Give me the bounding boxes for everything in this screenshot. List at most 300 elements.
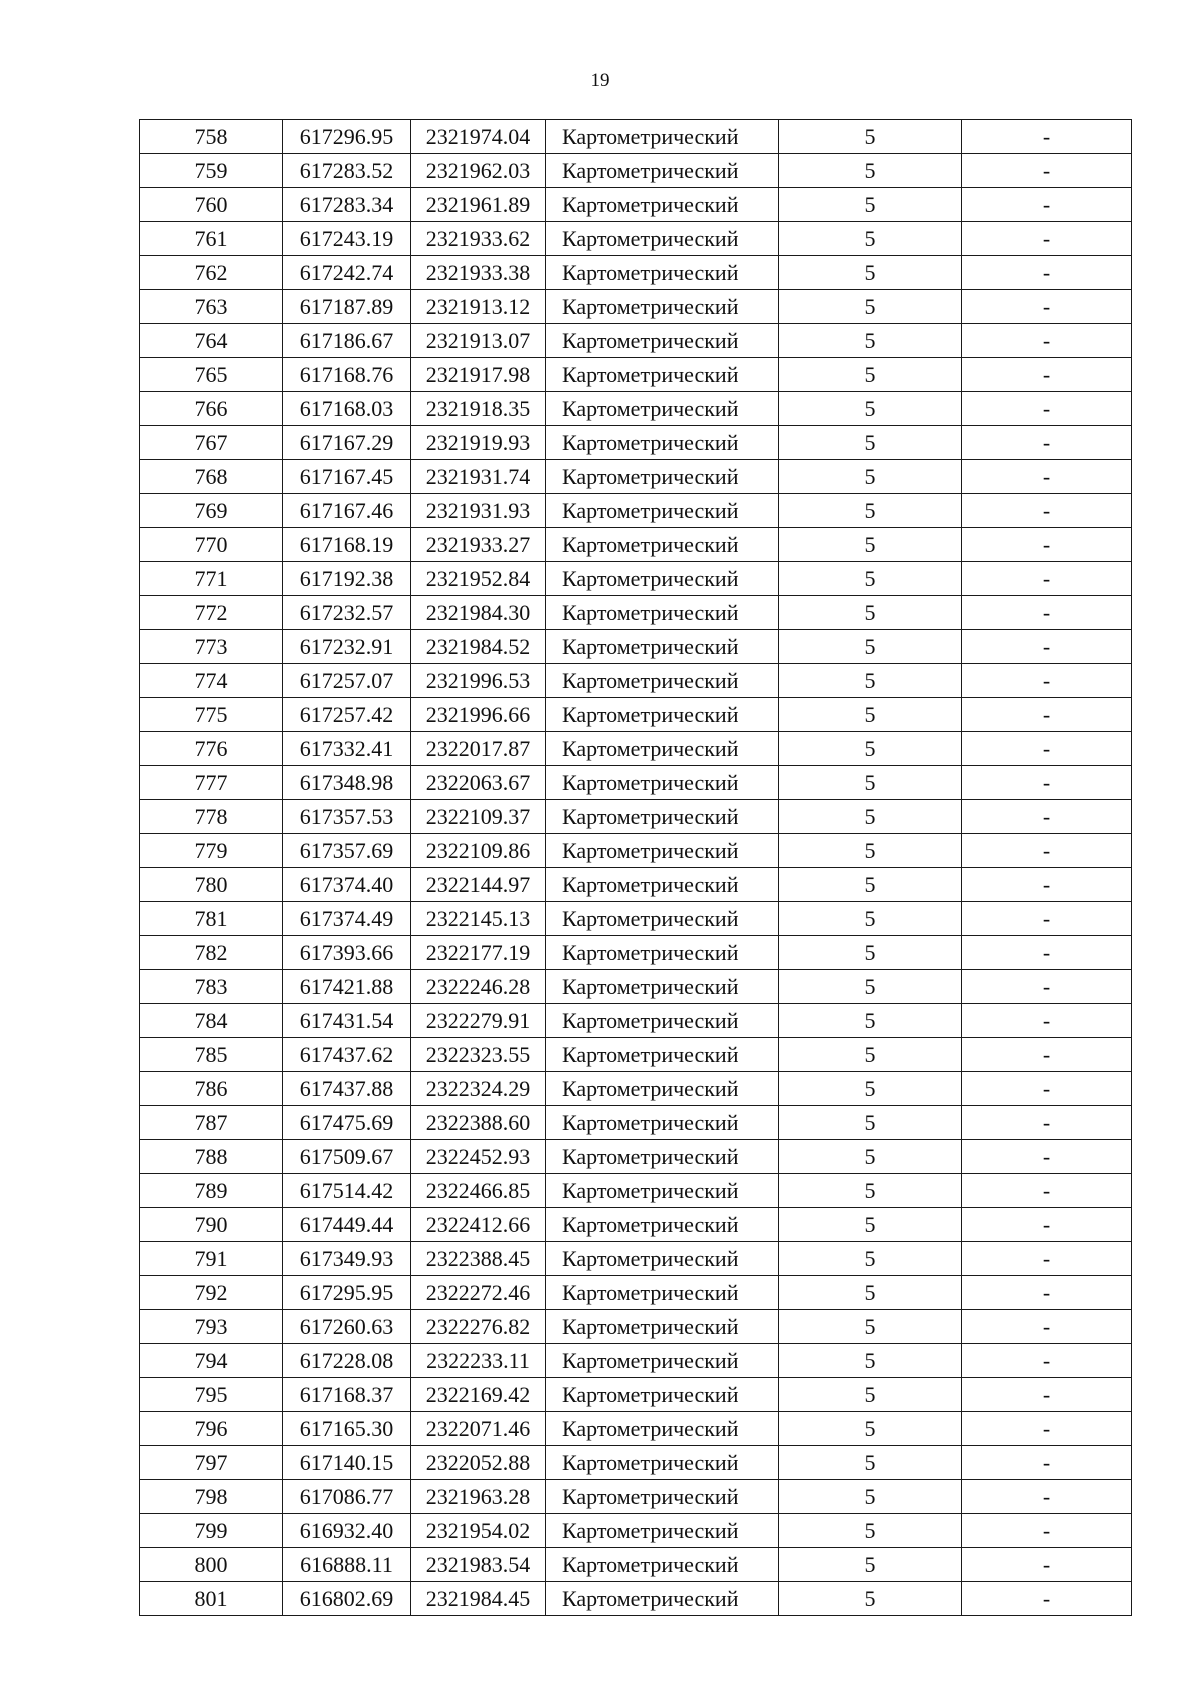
note-cell: -	[962, 324, 1132, 358]
x-coordinate-cell: 617475.69	[283, 1106, 411, 1140]
coordinates-table-body	[140, 120, 1132, 1616]
point-number-cell: 798	[140, 1480, 283, 1514]
point-number-cell: 800	[140, 1548, 283, 1582]
point-number-cell: 770	[140, 528, 283, 562]
accuracy-cell: 5	[779, 392, 962, 426]
y-coordinate-cell: 2322323.55	[411, 1038, 546, 1072]
table-row	[140, 1582, 1132, 1616]
accuracy-cell: 5	[779, 1140, 962, 1174]
table-row	[140, 1344, 1132, 1378]
y-coordinate-cell: 2322276.82	[411, 1310, 546, 1344]
table-row	[140, 562, 1132, 596]
y-coordinate-cell: 2321984.52	[411, 630, 546, 664]
accuracy-cell: 5	[779, 120, 962, 154]
accuracy-cell: 5	[779, 732, 962, 766]
y-coordinate-cell: 2322246.28	[411, 970, 546, 1004]
note-cell: -	[962, 392, 1132, 426]
method-cell: Картометрический	[546, 1208, 779, 1242]
note-cell: -	[962, 1106, 1132, 1140]
accuracy-cell: 5	[779, 528, 962, 562]
accuracy-cell: 5	[779, 936, 962, 970]
x-coordinate-cell: 617165.30	[283, 1412, 411, 1446]
y-coordinate-cell: 2321983.54	[411, 1548, 546, 1582]
point-number-cell: 768	[140, 460, 283, 494]
table-row	[140, 256, 1132, 290]
x-coordinate-cell: 617437.88	[283, 1072, 411, 1106]
note-cell: -	[962, 766, 1132, 800]
accuracy-cell: 5	[779, 664, 962, 698]
y-coordinate-cell: 2321933.27	[411, 528, 546, 562]
point-number-cell: 761	[140, 222, 283, 256]
x-coordinate-cell: 617374.49	[283, 902, 411, 936]
accuracy-cell: 5	[779, 562, 962, 596]
y-coordinate-cell: 2321962.03	[411, 154, 546, 188]
method-cell: Картометрический	[546, 460, 779, 494]
note-cell: -	[962, 936, 1132, 970]
point-number-cell: 795	[140, 1378, 283, 1412]
note-cell: -	[962, 358, 1132, 392]
note-cell: -	[962, 1480, 1132, 1514]
table-row	[140, 1106, 1132, 1140]
table-row	[140, 1276, 1132, 1310]
table-row	[140, 460, 1132, 494]
x-coordinate-cell: 616888.11	[283, 1548, 411, 1582]
method-cell: Картометрический	[546, 664, 779, 698]
accuracy-cell: 5	[779, 1004, 962, 1038]
x-coordinate-cell: 617437.62	[283, 1038, 411, 1072]
accuracy-cell: 5	[779, 426, 962, 460]
accuracy-cell: 5	[779, 1582, 962, 1616]
y-coordinate-cell: 2322063.67	[411, 766, 546, 800]
y-coordinate-cell: 2322169.42	[411, 1378, 546, 1412]
x-coordinate-cell: 617192.38	[283, 562, 411, 596]
point-number-cell: 783	[140, 970, 283, 1004]
note-cell: -	[962, 1344, 1132, 1378]
note-cell: -	[962, 1378, 1132, 1412]
method-cell: Картометрический	[546, 732, 779, 766]
point-number-cell: 784	[140, 1004, 283, 1038]
note-cell: -	[962, 698, 1132, 732]
accuracy-cell: 5	[779, 1480, 962, 1514]
method-cell: Картометрический	[546, 1106, 779, 1140]
method-cell: Картометрический	[546, 800, 779, 834]
y-coordinate-cell: 2321913.07	[411, 324, 546, 358]
note-cell: -	[962, 460, 1132, 494]
point-number-cell: 794	[140, 1344, 283, 1378]
y-coordinate-cell: 2321931.74	[411, 460, 546, 494]
table-row	[140, 154, 1132, 188]
table-row	[140, 664, 1132, 698]
y-coordinate-cell: 2322177.19	[411, 936, 546, 970]
note-cell: -	[962, 1072, 1132, 1106]
accuracy-cell: 5	[779, 902, 962, 936]
note-cell: -	[962, 120, 1132, 154]
point-number-cell: 766	[140, 392, 283, 426]
method-cell: Картометрический	[546, 494, 779, 528]
x-coordinate-cell: 617357.53	[283, 800, 411, 834]
table-row	[140, 188, 1132, 222]
table-row	[140, 1548, 1132, 1582]
x-coordinate-cell: 617186.67	[283, 324, 411, 358]
method-cell: Картометрический	[546, 834, 779, 868]
accuracy-cell: 5	[779, 1378, 962, 1412]
accuracy-cell: 5	[779, 868, 962, 902]
method-cell: Картометрический	[546, 256, 779, 290]
point-number-cell: 759	[140, 154, 283, 188]
method-cell: Картометрический	[546, 868, 779, 902]
y-coordinate-cell: 2321918.35	[411, 392, 546, 426]
x-coordinate-cell: 617296.95	[283, 120, 411, 154]
point-number-cell: 764	[140, 324, 283, 358]
note-cell: -	[962, 528, 1132, 562]
y-coordinate-cell: 2321952.84	[411, 562, 546, 596]
point-number-cell: 762	[140, 256, 283, 290]
x-coordinate-cell: 617228.08	[283, 1344, 411, 1378]
y-coordinate-cell: 2321954.02	[411, 1514, 546, 1548]
point-number-cell: 788	[140, 1140, 283, 1174]
point-number-cell: 797	[140, 1446, 283, 1480]
table-row	[140, 936, 1132, 970]
accuracy-cell: 5	[779, 494, 962, 528]
accuracy-cell: 5	[779, 1514, 962, 1548]
y-coordinate-cell: 2322017.87	[411, 732, 546, 766]
table-row	[140, 324, 1132, 358]
note-cell: -	[962, 664, 1132, 698]
method-cell: Картометрический	[546, 1072, 779, 1106]
x-coordinate-cell: 617257.42	[283, 698, 411, 732]
accuracy-cell: 5	[779, 834, 962, 868]
point-number-cell: 771	[140, 562, 283, 596]
x-coordinate-cell: 617431.54	[283, 1004, 411, 1038]
accuracy-cell: 5	[779, 188, 962, 222]
x-coordinate-cell: 617393.66	[283, 936, 411, 970]
method-cell: Картометрический	[546, 1004, 779, 1038]
accuracy-cell: 5	[779, 1038, 962, 1072]
accuracy-cell: 5	[779, 256, 962, 290]
table-row	[140, 1412, 1132, 1446]
method-cell: Картометрический	[546, 1446, 779, 1480]
y-coordinate-cell: 2321933.38	[411, 256, 546, 290]
x-coordinate-cell: 617257.07	[283, 664, 411, 698]
method-cell: Картометрический	[546, 766, 779, 800]
x-coordinate-cell: 617167.29	[283, 426, 411, 460]
point-number-cell: 769	[140, 494, 283, 528]
note-cell: -	[962, 426, 1132, 460]
note-cell: -	[962, 1140, 1132, 1174]
table-row	[140, 392, 1132, 426]
x-coordinate-cell: 617283.52	[283, 154, 411, 188]
table-row	[140, 1480, 1132, 1514]
accuracy-cell: 5	[779, 222, 962, 256]
accuracy-cell: 5	[779, 324, 962, 358]
method-cell: Картометрический	[546, 562, 779, 596]
page-number: 19	[590, 70, 610, 91]
method-cell: Картометрический	[546, 1140, 779, 1174]
note-cell: -	[962, 1276, 1132, 1310]
point-number-cell: 767	[140, 426, 283, 460]
method-cell: Картометрический	[546, 1038, 779, 1072]
method-cell: Картометрический	[546, 1276, 779, 1310]
point-number-cell: 781	[140, 902, 283, 936]
note-cell: -	[962, 1412, 1132, 1446]
table-row	[140, 1038, 1132, 1072]
accuracy-cell: 5	[779, 1208, 962, 1242]
point-number-cell: 789	[140, 1174, 283, 1208]
y-coordinate-cell: 2322109.37	[411, 800, 546, 834]
x-coordinate-cell: 617449.44	[283, 1208, 411, 1242]
x-coordinate-cell: 617232.91	[283, 630, 411, 664]
table-row	[140, 834, 1132, 868]
method-cell: Картометрический	[546, 596, 779, 630]
method-cell: Картометрический	[546, 1582, 779, 1616]
table-row	[140, 1208, 1132, 1242]
y-coordinate-cell: 2322279.91	[411, 1004, 546, 1038]
accuracy-cell: 5	[779, 1174, 962, 1208]
x-coordinate-cell: 617187.89	[283, 290, 411, 324]
point-number-cell: 778	[140, 800, 283, 834]
note-cell: -	[962, 1446, 1132, 1480]
table-row	[140, 630, 1132, 664]
note-cell: -	[962, 800, 1132, 834]
method-cell: Картометрический	[546, 1514, 779, 1548]
point-number-cell: 790	[140, 1208, 283, 1242]
point-number-cell: 786	[140, 1072, 283, 1106]
note-cell: -	[962, 1038, 1132, 1072]
note-cell: -	[962, 1582, 1132, 1616]
y-coordinate-cell: 2321984.30	[411, 596, 546, 630]
method-cell: Картометрический	[546, 1242, 779, 1276]
y-coordinate-cell: 2321996.53	[411, 664, 546, 698]
coordinates-table	[139, 119, 1132, 1616]
y-coordinate-cell: 2321933.62	[411, 222, 546, 256]
table-row	[140, 902, 1132, 936]
note-cell: -	[962, 1208, 1132, 1242]
point-number-cell: 772	[140, 596, 283, 630]
point-number-cell: 776	[140, 732, 283, 766]
point-number-cell: 758	[140, 120, 283, 154]
x-coordinate-cell: 617260.63	[283, 1310, 411, 1344]
y-coordinate-cell: 2322071.46	[411, 1412, 546, 1446]
y-coordinate-cell: 2322109.86	[411, 834, 546, 868]
point-number-cell: 775	[140, 698, 283, 732]
table-row	[140, 426, 1132, 460]
y-coordinate-cell: 2321919.93	[411, 426, 546, 460]
accuracy-cell: 5	[779, 1106, 962, 1140]
y-coordinate-cell: 2322324.29	[411, 1072, 546, 1106]
accuracy-cell: 5	[779, 1548, 962, 1582]
table-row	[140, 290, 1132, 324]
table-row	[140, 596, 1132, 630]
note-cell: -	[962, 256, 1132, 290]
point-number-cell: 799	[140, 1514, 283, 1548]
method-cell: Картометрический	[546, 1344, 779, 1378]
y-coordinate-cell: 2322412.66	[411, 1208, 546, 1242]
method-cell: Картометрический	[546, 936, 779, 970]
note-cell: -	[962, 562, 1132, 596]
x-coordinate-cell: 617348.98	[283, 766, 411, 800]
method-cell: Картометрический	[546, 154, 779, 188]
x-coordinate-cell: 617295.95	[283, 1276, 411, 1310]
x-coordinate-cell: 617242.74	[283, 256, 411, 290]
y-coordinate-cell: 2322388.60	[411, 1106, 546, 1140]
table-row	[140, 800, 1132, 834]
x-coordinate-cell: 616802.69	[283, 1582, 411, 1616]
accuracy-cell: 5	[779, 698, 962, 732]
method-cell: Картометрический	[546, 120, 779, 154]
table-row	[140, 868, 1132, 902]
point-number-cell: 774	[140, 664, 283, 698]
y-coordinate-cell: 2322452.93	[411, 1140, 546, 1174]
x-coordinate-cell: 617514.42	[283, 1174, 411, 1208]
accuracy-cell: 5	[779, 1446, 962, 1480]
method-cell: Картометрический	[546, 1310, 779, 1344]
point-number-cell: 787	[140, 1106, 283, 1140]
y-coordinate-cell: 2321961.89	[411, 188, 546, 222]
accuracy-cell: 5	[779, 800, 962, 834]
x-coordinate-cell: 617168.37	[283, 1378, 411, 1412]
note-cell: -	[962, 834, 1132, 868]
method-cell: Картометрический	[546, 426, 779, 460]
method-cell: Картометрический	[546, 1378, 779, 1412]
y-coordinate-cell: 2322388.45	[411, 1242, 546, 1276]
accuracy-cell: 5	[779, 970, 962, 1004]
note-cell: -	[962, 970, 1132, 1004]
note-cell: -	[962, 494, 1132, 528]
point-number-cell: 796	[140, 1412, 283, 1446]
x-coordinate-cell: 617167.45	[283, 460, 411, 494]
point-number-cell: 779	[140, 834, 283, 868]
table-row	[140, 1174, 1132, 1208]
note-cell: -	[962, 1310, 1132, 1344]
y-coordinate-cell: 2321984.45	[411, 1582, 546, 1616]
method-cell: Картометрический	[546, 1548, 779, 1582]
x-coordinate-cell: 616932.40	[283, 1514, 411, 1548]
accuracy-cell: 5	[779, 630, 962, 664]
method-cell: Картометрический	[546, 324, 779, 358]
note-cell: -	[962, 1548, 1132, 1582]
x-coordinate-cell: 617332.41	[283, 732, 411, 766]
method-cell: Картометрический	[546, 358, 779, 392]
note-cell: -	[962, 1514, 1132, 1548]
table-row	[140, 222, 1132, 256]
table-row	[140, 698, 1132, 732]
note-cell: -	[962, 1242, 1132, 1276]
point-number-cell: 785	[140, 1038, 283, 1072]
note-cell: -	[962, 154, 1132, 188]
note-cell: -	[962, 188, 1132, 222]
table-row	[140, 732, 1132, 766]
accuracy-cell: 5	[779, 290, 962, 324]
point-number-cell: 760	[140, 188, 283, 222]
table-row	[140, 494, 1132, 528]
y-coordinate-cell: 2321917.98	[411, 358, 546, 392]
x-coordinate-cell: 617168.76	[283, 358, 411, 392]
x-coordinate-cell: 617509.67	[283, 1140, 411, 1174]
point-number-cell: 773	[140, 630, 283, 664]
point-number-cell: 791	[140, 1242, 283, 1276]
y-coordinate-cell: 2321931.93	[411, 494, 546, 528]
table-row	[140, 1242, 1132, 1276]
method-cell: Картометрический	[546, 970, 779, 1004]
accuracy-cell: 5	[779, 1344, 962, 1378]
note-cell: -	[962, 1004, 1132, 1038]
method-cell: Картометрический	[546, 1480, 779, 1514]
note-cell: -	[962, 732, 1132, 766]
method-cell: Картометрический	[546, 902, 779, 936]
accuracy-cell: 5	[779, 766, 962, 800]
table-row	[140, 120, 1132, 154]
note-cell: -	[962, 868, 1132, 902]
point-number-cell: 801	[140, 1582, 283, 1616]
method-cell: Картометрический	[546, 222, 779, 256]
accuracy-cell: 5	[779, 358, 962, 392]
method-cell: Картометрический	[546, 528, 779, 562]
y-coordinate-cell: 2322272.46	[411, 1276, 546, 1310]
table-row	[140, 1446, 1132, 1480]
table-row	[140, 1004, 1132, 1038]
accuracy-cell: 5	[779, 1242, 962, 1276]
x-coordinate-cell: 617232.57	[283, 596, 411, 630]
x-coordinate-cell: 617357.69	[283, 834, 411, 868]
accuracy-cell: 5	[779, 1072, 962, 1106]
note-cell: -	[962, 222, 1132, 256]
x-coordinate-cell: 617349.93	[283, 1242, 411, 1276]
accuracy-cell: 5	[779, 1412, 962, 1446]
y-coordinate-cell: 2321996.66	[411, 698, 546, 732]
accuracy-cell: 5	[779, 154, 962, 188]
y-coordinate-cell: 2321913.12	[411, 290, 546, 324]
y-coordinate-cell: 2322466.85	[411, 1174, 546, 1208]
y-coordinate-cell: 2322052.88	[411, 1446, 546, 1480]
y-coordinate-cell: 2322145.13	[411, 902, 546, 936]
table-row	[140, 1378, 1132, 1412]
x-coordinate-cell: 617421.88	[283, 970, 411, 1004]
x-coordinate-cell: 617086.77	[283, 1480, 411, 1514]
table-row	[140, 766, 1132, 800]
point-number-cell: 765	[140, 358, 283, 392]
note-cell: -	[962, 290, 1132, 324]
accuracy-cell: 5	[779, 1276, 962, 1310]
method-cell: Картометрический	[546, 392, 779, 426]
table-row	[140, 1310, 1132, 1344]
x-coordinate-cell: 617283.34	[283, 188, 411, 222]
method-cell: Картометрический	[546, 290, 779, 324]
table-row	[140, 970, 1132, 1004]
method-cell: Картометрический	[546, 630, 779, 664]
method-cell: Картометрический	[546, 1174, 779, 1208]
table-row	[140, 1140, 1132, 1174]
x-coordinate-cell: 617243.19	[283, 222, 411, 256]
x-coordinate-cell: 617140.15	[283, 1446, 411, 1480]
x-coordinate-cell: 617168.19	[283, 528, 411, 562]
x-coordinate-cell: 617167.46	[283, 494, 411, 528]
point-number-cell: 777	[140, 766, 283, 800]
note-cell: -	[962, 630, 1132, 664]
x-coordinate-cell: 617374.40	[283, 868, 411, 902]
point-number-cell: 763	[140, 290, 283, 324]
point-number-cell: 792	[140, 1276, 283, 1310]
note-cell: -	[962, 1174, 1132, 1208]
method-cell: Картометрический	[546, 188, 779, 222]
point-number-cell: 793	[140, 1310, 283, 1344]
y-coordinate-cell: 2321963.28	[411, 1480, 546, 1514]
note-cell: -	[962, 596, 1132, 630]
table-row	[140, 358, 1132, 392]
method-cell: Картометрический	[546, 1412, 779, 1446]
y-coordinate-cell: 2322144.97	[411, 868, 546, 902]
method-cell: Картометрический	[546, 698, 779, 732]
y-coordinate-cell: 2322233.11	[411, 1344, 546, 1378]
